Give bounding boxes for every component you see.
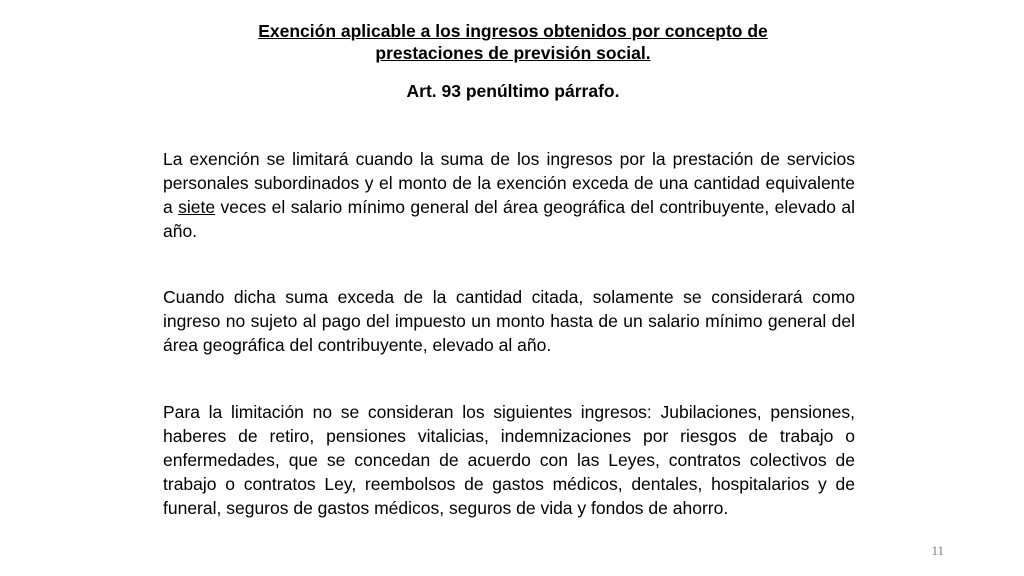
paragraph-exemption-limit-part1: La exención se limitará cuando la suma de los ingresos por la prestación de servicios personales subordinados y el monto de la exención exceda de una cantidad equivalente a <box>163 149 855 217</box>
paragraph-exemption-limit-part2: veces el salario mínimo general del área geográfica del contribuyente, elevado al año. <box>163 197 855 241</box>
page-number: 11 <box>931 543 944 558</box>
slide-title: Exención aplicable a los ingresos obtenidos por concepto de prestaciones de previsión social. <box>258 21 768 63</box>
paragraph-excess-rule: Cuando dicha suma exceda de la cantidad citada, solamente se considerará como ingreso no sujeto al pago del impuesto un monto hasta de un salario mínimo general del área geográfica del contribuyente, elevado al año. <box>163 287 855 355</box>
underlined-word-siete: siete <box>178 197 216 217</box>
paragraph-excluded-income: Para la limitación no se consideran los siguientes ingresos: Jubilaciones, pensiones, haberes de retiro, pensiones vitalicias, indemnizaciones por riesgos de trabajo o enfermedades, que se concedan de acuerdo con las Leyes, contratos colectivos de trabajo o contratos Ley, reembolsos de gastos médicos, dentales, hospitalarios y de funeral, seguros de gastos médicos, seguros de vida y fondos de ahorro. <box>163 402 855 518</box>
paragraph-exemption-limit <box>163 147 855 243</box>
slide-subtitle: Art. 93 penúltimo párrafo. <box>406 81 620 101</box>
